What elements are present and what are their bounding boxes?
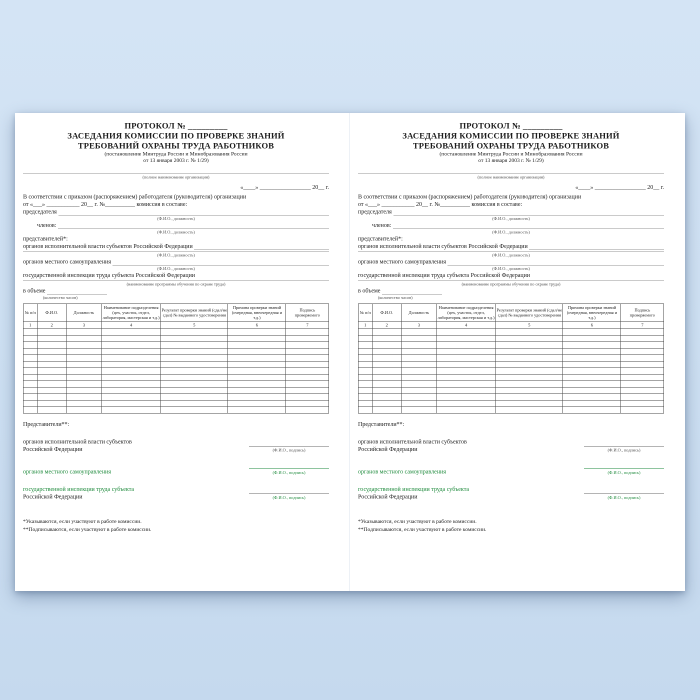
signature-label-state-inspection	[358, 486, 469, 501]
results-table-head	[23, 304, 329, 329]
date-blank-line: «____» _________________ 20__ г.	[575, 183, 664, 191]
representatives-signatures-label: Представители**:	[358, 420, 405, 428]
signature-label-state-inspection	[23, 486, 134, 501]
table-empty-cell	[37, 407, 66, 414]
members-caption: (Ф.И.О., должность)	[492, 229, 530, 235]
table-empty-cell	[228, 407, 286, 414]
intro-paragraph-line-2: от «___» ___________ 20__ г. №__________ комиссия в составе:	[23, 200, 188, 208]
subtitle-line-2: от 13 января 2003 г. № 1/29)	[143, 157, 209, 164]
signature-area-executive	[249, 441, 329, 454]
table-empty-cell	[563, 407, 621, 414]
executive-authority-blank-field	[529, 244, 664, 251]
footnote-1: *Указываются, если участвуют в работе комиссии.	[23, 518, 142, 525]
table-column-number-row	[23, 321, 329, 329]
volume-label: в объеме	[358, 287, 381, 294]
signature-label-line: органов исполнительной власти субъектов	[23, 438, 132, 445]
signature-blank-line	[584, 488, 664, 494]
signature-caption: (Ф.И.О., подпись)	[607, 447, 641, 453]
representatives-label: представителей*:	[358, 235, 403, 242]
col-number: 4	[101, 321, 160, 329]
representatives-signatures-label: Представители**:	[23, 420, 70, 428]
table-empty-cell	[101, 407, 160, 414]
title-line-2: ЗАСЕДАНИЯ КОМИССИИ ПО ПРОВЕРКЕ ЗНАНИЙ	[402, 131, 620, 141]
date-blank-line: «____» _________________ 20__ г.	[240, 183, 329, 191]
col-header-department: Наименование подразделения (цех, участок, отдел, лаборатория, мастерская и т.д.)	[102, 305, 160, 320]
signature-blank-line	[249, 463, 329, 469]
executive-authority-caption: (Ф.И.О., должность)	[157, 252, 195, 258]
table-empty-cell	[286, 407, 329, 414]
local-government-blank-field	[113, 259, 329, 266]
signature-label-executive	[358, 438, 467, 453]
subtitle-line-1: (постановление Минтруда России и Минобразования России	[439, 151, 583, 157]
signature-area-state-inspection	[249, 488, 329, 501]
col-header-number: № п/п	[23, 304, 37, 322]
volume-row	[358, 287, 664, 295]
page-slot	[15, 113, 350, 591]
col-number: 4	[436, 321, 495, 329]
protocol-page	[350, 113, 685, 591]
program-name-caption: (наименование программы обучения по охране труда)	[126, 281, 226, 287]
signature-caption: (Ф.И.О., подпись)	[272, 470, 306, 475]
protocol-page	[15, 113, 350, 591]
signature-block-state-inspection	[358, 486, 664, 501]
signature-caption: (Ф.И.О., подпись)	[607, 495, 641, 500]
chairman-label: председателя	[358, 208, 392, 215]
col-number: 7	[621, 321, 664, 329]
members-row	[37, 222, 329, 230]
representatives-label: представителей*:	[23, 235, 68, 242]
signature-label-local-government	[358, 468, 446, 476]
table-empty-cell	[372, 407, 401, 414]
col-number: 1	[23, 321, 37, 329]
col-number: 2	[37, 321, 66, 329]
protocol-number-heading: ПРОТОКОЛ № _________	[459, 121, 563, 131]
col-header-result: Результат проверки знаний (сдал/не сдал) № выданного удостоверения	[161, 304, 228, 322]
signature-blank-line	[249, 441, 329, 447]
members-label: членов:	[372, 221, 392, 229]
col-header-signature: Подпись проверяемого	[286, 304, 329, 322]
table-empty-row	[23, 407, 329, 414]
results-table-head	[358, 304, 664, 329]
title-line-3: ТРЕБОВАНИЙ ОХРАНЫ ТРУДА РАБОТНИКОВ	[77, 141, 275, 151]
scanned-document-sheet	[15, 113, 685, 591]
chairman-caption: (Ф.И.О., должность)	[492, 216, 530, 221]
signature-label-executive	[23, 438, 132, 453]
col-header-fio: Ф.И.О.	[37, 304, 66, 322]
signature-label-line: государственной инспекции труда субъекта	[23, 485, 135, 493]
col-number: 3	[66, 321, 101, 329]
signature-label-line: Российской Федерации	[358, 445, 418, 453]
program-name-caption: (наименование программы обучения по охране труда)	[461, 281, 561, 287]
table-empty-cell	[401, 407, 436, 414]
signature-label-line: органов местного самоуправления	[358, 468, 447, 475]
table-header-row	[358, 304, 664, 322]
signature-block-executive	[23, 438, 329, 453]
signature-caption: (Ф.И.О., подпись)	[607, 470, 641, 475]
members-label: членов:	[37, 221, 57, 229]
org-name-blank-line	[23, 167, 329, 174]
signature-block-state-inspection	[23, 486, 329, 501]
footnote-2: **Подписываются, если участвуют в работе комиссии.	[23, 526, 152, 533]
table-empty-cell	[66, 407, 101, 414]
org-name-caption: (полное наименование организации)	[142, 174, 210, 180]
title-block	[358, 121, 664, 164]
state-inspection-label: государственной инспекции труда субъекта Российской Федерации	[23, 271, 195, 279]
col-header-reason: Причина проверки знаний (очередная, внеочередная и т.д.)	[563, 304, 621, 322]
signature-block-executive	[358, 438, 664, 453]
hours-caption: (количество часов)	[43, 295, 78, 300]
table-empty-cell	[621, 407, 664, 414]
signature-label-line: органов исполнительной власти субъектов	[358, 438, 467, 445]
signature-blank-line	[584, 441, 664, 447]
signature-block-local-government	[358, 463, 664, 476]
signature-block-local-government	[23, 463, 329, 476]
signature-caption: (Ф.И.О., подпись)	[272, 447, 306, 453]
subtitle-line-1: (постановление Минтруда России и Минобразования России	[104, 151, 248, 157]
members-caption: (Ф.И.О., должность)	[157, 229, 195, 235]
footnotes	[23, 518, 329, 534]
col-number: 6	[563, 321, 621, 329]
col-header-reason: Причина проверки знаний (очередная, внеочередная и т.д.)	[228, 304, 286, 322]
local-government-blank-field	[448, 259, 664, 266]
signature-area-executive	[584, 441, 664, 454]
table-empty-cell	[436, 407, 495, 414]
signature-label-local-government	[23, 468, 111, 476]
signature-label-line: Российской Федерации	[23, 445, 83, 453]
executive-authority-label: органов исполнительной власти субъектов Российской Федерации	[358, 242, 528, 250]
intro-paragraph-line-1: В соответствии с приказом (распоряжением) работодателя (руководителя) организации	[358, 193, 582, 200]
local-government-label: органов местного самоуправления	[23, 258, 112, 265]
table-empty-cell	[23, 407, 37, 414]
col-number: 6	[228, 321, 286, 329]
signature-label-line: органов местного самоуправления	[23, 468, 112, 475]
results-table-body	[23, 329, 329, 414]
executive-authority-row	[23, 243, 329, 251]
volume-row	[23, 287, 329, 295]
signature-blank-line	[584, 463, 664, 469]
col-number: 2	[372, 321, 401, 329]
col-header-result: Результат проверки знаний (сдал/не сдал) № выданного удостоверения	[496, 304, 563, 322]
col-number: 5	[161, 321, 228, 329]
members-row	[372, 222, 664, 230]
results-table	[358, 304, 664, 414]
signature-blank-line	[249, 488, 329, 494]
executive-authority-row	[358, 243, 664, 251]
volume-label: в объеме	[23, 287, 46, 294]
footnote-1: *Указываются, если участвуют в работе комиссии.	[358, 518, 477, 525]
protocol-number-heading: ПРОТОКОЛ № _________	[124, 121, 228, 131]
footnotes	[358, 518, 664, 534]
col-header-fio: Ф.И.О.	[372, 304, 401, 322]
title-block	[23, 121, 329, 164]
table-header-row	[23, 304, 329, 322]
col-header-number: № п/п	[358, 304, 372, 322]
signature-area-local-government	[249, 463, 329, 476]
col-header-department: Наименование подразделения (цех, участок, отдел, лаборатория, мастерская и т.д.)	[437, 305, 495, 320]
signature-label-line: Российской Федерации	[23, 493, 83, 500]
executive-authority-blank-field	[194, 244, 329, 251]
hours-caption: (количество часов)	[378, 295, 413, 300]
local-government-row	[358, 258, 664, 266]
results-table-body	[358, 329, 664, 414]
signature-area-state-inspection	[584, 488, 664, 501]
org-name-blank-line	[358, 167, 664, 174]
local-government-caption: (Ф.И.О., должность)	[157, 266, 195, 271]
chairman-label: председателя	[23, 208, 57, 215]
executive-authority-caption: (Ф.И.О., должность)	[492, 252, 530, 258]
col-number: 3	[401, 321, 436, 329]
col-number: 1	[358, 321, 372, 329]
signature-label-line: государственной инспекции труда субъекта	[358, 485, 470, 493]
local-government-label: органов местного самоуправления	[358, 258, 447, 265]
intro-paragraph-line-2: от «___» ___________ 20__ г. №__________ комиссия в составе:	[358, 200, 523, 208]
chairman-caption: (Ф.И.О., должность)	[157, 216, 195, 221]
signature-area-local-government	[584, 463, 664, 476]
page-slot	[350, 113, 685, 591]
table-empty-row	[358, 407, 664, 414]
title-line-3: ТРЕБОВАНИЙ ОХРАНЫ ТРУДА РАБОТНИКОВ	[412, 141, 610, 151]
executive-authority-label: органов исполнительной власти субъектов Российской Федерации	[23, 242, 193, 250]
footnote-2: **Подписываются, если участвуют в работе комиссии.	[358, 526, 487, 533]
col-header-position: Должность	[66, 304, 101, 322]
chairman-row	[23, 208, 329, 216]
local-government-row	[23, 258, 329, 266]
results-table	[23, 304, 329, 414]
org-name-caption: (полное наименование организации)	[477, 174, 545, 180]
col-header-signature: Подпись проверяемого	[621, 304, 664, 322]
col-header-position: Должность	[401, 304, 436, 322]
table-column-number-row	[358, 321, 664, 329]
title-line-2: ЗАСЕДАНИЯ КОМИССИИ ПО ПРОВЕРКЕ ЗНАНИЙ	[67, 131, 285, 141]
signature-label-line: Российской Федерации	[358, 493, 418, 500]
table-empty-cell	[358, 407, 372, 414]
table-empty-cell	[496, 407, 563, 414]
chairman-row	[358, 208, 664, 216]
col-number: 7	[286, 321, 329, 329]
col-number: 5	[496, 321, 563, 329]
state-inspection-label: государственной инспекции труда субъекта Российской Федерации	[358, 271, 530, 279]
table-empty-cell	[161, 407, 228, 414]
signature-caption: (Ф.И.О., подпись)	[272, 495, 306, 500]
intro-paragraph-line-1: В соответствии с приказом (распоряжением) работодателя (руководителя) организации	[23, 193, 247, 200]
local-government-caption: (Ф.И.О., должность)	[492, 266, 530, 271]
subtitle-line-2: от 13 января 2003 г. № 1/29)	[478, 157, 544, 164]
